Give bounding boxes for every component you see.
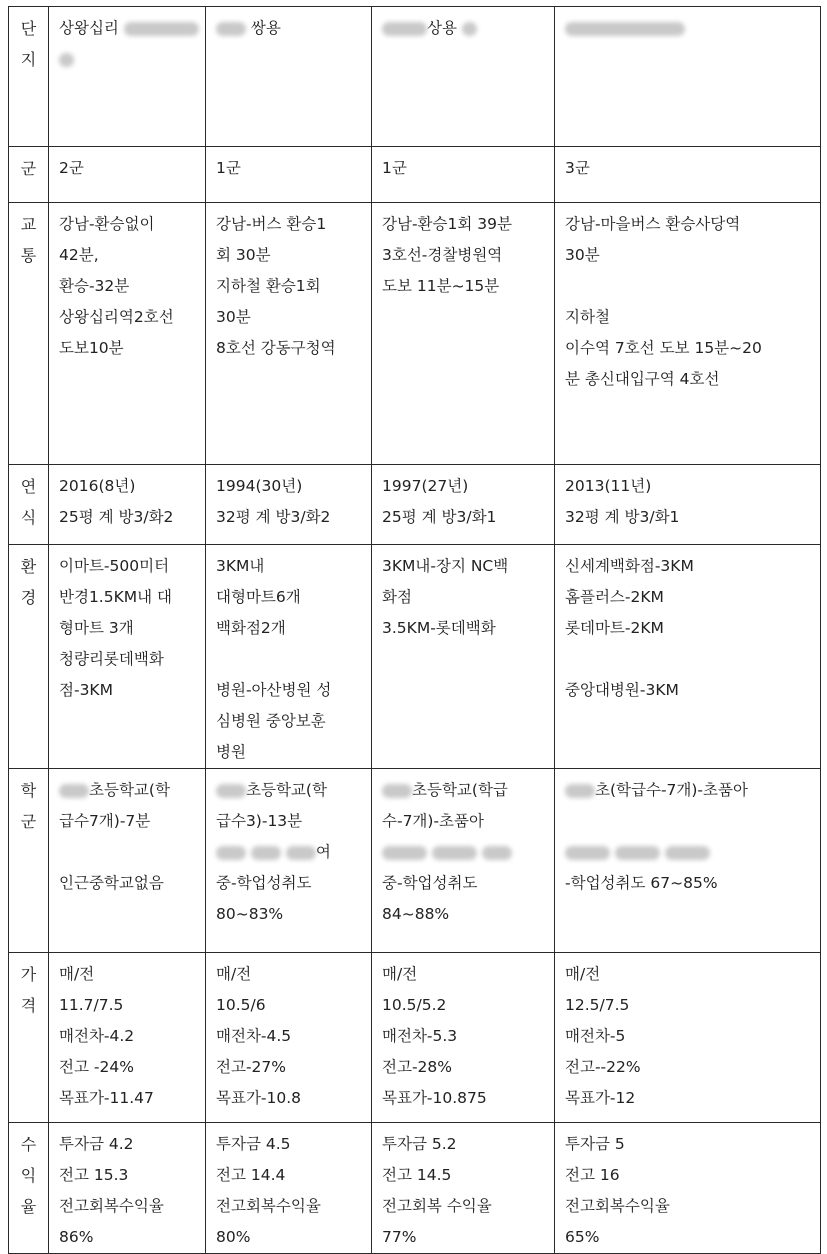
cell-line: 80% [216,1228,251,1246]
row-header-char: 환 [20,557,37,576]
cell-line [382,775,546,806]
table-row-transport [9,203,821,465]
row-header-char: 군 [20,159,37,178]
cell-line: 32평 계 방3/화2 [216,508,331,526]
redacted-text [59,53,74,67]
cell-line: 심병원 중앙보훈 [216,712,326,730]
table-cell-environment-4 [555,545,821,769]
cell-line: 30분 [216,308,251,326]
cell-line: 전고 -24% [59,1058,134,1076]
cell-line: 투자금 5 [565,1135,625,1153]
redacted-text [382,846,427,860]
cell-line: 1군 [382,159,407,177]
cell-line: 1군 [216,159,241,177]
cell-line: 25평 계 방3/화2 [59,508,174,526]
table-cell-school-4 [555,769,821,953]
redacted-text [216,22,246,36]
redacted-text [565,846,610,860]
cell-line: 청량리롯데백화 [59,650,164,668]
cell-line: 홈플러스-2KM [565,588,664,606]
cell-line: 이마트-500미터 [59,557,170,575]
cell-line [216,644,363,675]
cell-line: 전고 16 [565,1166,620,1184]
cell-line [565,837,812,868]
table-cell-school-1 [49,769,206,953]
redacted-text [124,22,199,36]
redacted-text [432,846,477,860]
redacted-text [482,846,512,860]
cell-text: 초등학교(학급 [412,781,508,799]
redacted-text [382,784,412,798]
cell-line: 도보 11분~15분 [382,277,500,295]
cell-line: 강남-환승1회 39분 [382,215,512,233]
cell-line: 32평 계 방3/화1 [565,508,680,526]
cell-line: 롯데마트-2KM [565,619,664,637]
row-header-char: 단 [20,19,37,38]
cell-line: 전고-27% [216,1058,286,1076]
redacted-text [286,846,316,860]
row-header-char: 경 [20,588,37,607]
comparison-table [8,6,821,1254]
cell-line: 투자금 4.2 [59,1135,134,1153]
cell-text: 쌍용 [246,19,281,37]
cell-line: 지하철 환승1회 [216,277,321,295]
table-cell-transport-1 [49,203,206,465]
table-cell-group-3 [372,147,555,203]
cell-line [565,13,812,44]
row-header-char: 수 [20,1135,37,1154]
cell-line: 1994(30년) [216,477,303,495]
cell-line: 2군 [59,159,84,177]
table-cell-group-1 [49,147,206,203]
cell-line: 12.5/7.5 [565,996,630,1014]
cell-line: 매전차-5 [565,1027,626,1045]
cell-text: 여 [315,843,331,861]
cell-line: 30분 [565,246,600,264]
table-cell-environment-3 [372,545,555,769]
cell-line: 86% [59,1228,94,1246]
table-row-age [9,465,821,545]
row-header-char: 가 [20,965,37,984]
cell-line: 목표가-11.47 [59,1089,154,1107]
row-header-char: 교 [20,215,37,234]
cell-line [59,13,197,44]
cell-line [216,837,363,868]
redacted-text [216,846,246,860]
table-cell-return-4 [555,1123,821,1254]
cell-line: 전고 15.3 [59,1166,129,1184]
table-cell-age-3 [372,465,555,545]
redacted-text [665,846,710,860]
table-cell-transport-2 [206,203,372,465]
redacted-text [382,22,427,36]
cell-line: 강남-마을버스 환승사당역 [565,215,741,233]
row-header-complex [9,7,49,147]
cell-line: 투자금 5.2 [382,1135,457,1153]
table-cell-age-4 [555,465,821,545]
cell-line: 2016(8년) [59,477,136,495]
cell-line [565,644,812,675]
cell-line: 매전차-5.3 [382,1027,458,1045]
cell-line: 전고--22% [565,1058,641,1076]
cell-line [382,837,546,868]
cell-line: 전고회복수익율 [565,1197,670,1215]
cell-line [382,13,546,44]
table-cell-complex-4 [555,7,821,147]
cell-line: 42분, [59,246,99,264]
redacted-text [462,22,477,36]
cell-line [216,775,363,806]
cell-line: 2013(11년) [565,477,652,495]
cell-line: 목표가-12 [565,1089,636,1107]
cell-line: 병원 [216,743,246,761]
cell-line: 매/전 [59,965,95,983]
cell-line [59,44,197,75]
cell-line: 투자금 4.5 [216,1135,291,1153]
cell-line: 11.7/7.5 [59,996,124,1014]
cell-text: 초(학급수-7개)-초품아 [595,781,748,799]
cell-line: 10.5/6 [216,996,266,1014]
cell-text: 초등학교(학 [89,781,170,799]
cell-line: 상왕십리역2호선 [59,308,174,326]
cell-line: -학업성취도 67~85% [565,874,718,892]
cell-line: 환승-32분 [59,277,130,295]
row-header-char: 익 [20,1166,37,1185]
cell-line: 중-학업성취도 [382,874,478,892]
table-cell-age-1 [49,465,206,545]
cell-line: 분 총신대입구역 4호선 [565,370,720,388]
cell-line: 도보10분 [59,339,124,357]
cell-line: 반경1.5KM내 대 [59,588,173,606]
cell-line: 3호선-경찰병원역 [382,246,503,264]
cell-line: 매전차-4.2 [59,1027,135,1045]
cell-line [565,271,812,302]
redacted-text [565,22,685,36]
cell-line: 80~83% [216,905,284,923]
cell-line: 화점 [382,588,412,606]
table-cell-school-3 [372,769,555,953]
redacted-text [59,784,89,798]
row-header-price [9,953,49,1123]
cell-line: 백화점2개 [216,619,286,637]
cell-line: 지하철 [565,308,610,326]
table-cell-price-1 [49,953,206,1123]
cell-line: 인근중학교없음 [59,874,164,892]
cell-line: 목표가-10.875 [382,1089,487,1107]
cell-line: 목표가-10.8 [216,1089,302,1107]
row-header-char: 연 [20,477,37,496]
table-cell-return-3 [372,1123,555,1254]
cell-line: 중-학업성취도 [216,874,312,892]
cell-line: 매/전 [565,965,601,983]
row-header-char: 격 [20,996,37,1015]
row-header-char: 통 [20,246,37,265]
redacted-text [565,784,595,798]
cell-line: 급수7개)-7분 [59,812,151,830]
cell-line: 3군 [565,159,590,177]
table-row-group [9,147,821,203]
table-cell-school-2 [206,769,372,953]
table-cell-group-2 [206,147,372,203]
cell-line: 강남-버스 환승1 [216,215,327,233]
table-row-environment [9,545,821,769]
table-cell-return-1 [49,1123,206,1254]
cell-line: 전고 14.4 [216,1166,286,1184]
cell-line: 형마트 3개 [59,619,134,637]
cell-line: 77% [382,1228,417,1246]
cell-line: 84~88% [382,905,450,923]
row-header-return [9,1123,49,1254]
cell-line: 3.5KM-롯데백화 [382,619,496,637]
row-header-group [9,147,49,203]
table-cell-price-3 [372,953,555,1123]
cell-line: 전고 14.5 [382,1166,452,1184]
cell-line [216,13,363,44]
cell-line: 매/전 [382,965,418,983]
cell-line [565,775,812,806]
cell-line: 이수역 7호선 도보 15분~20 [565,339,762,357]
table-cell-return-2 [206,1123,372,1254]
cell-line: 대형마트6개 [216,588,301,606]
table-row-complex [9,7,821,147]
cell-line: 10.5/5.2 [382,996,447,1014]
cell-line: 전고-28% [382,1058,452,1076]
table-cell-complex-1 [49,7,206,147]
cell-line [565,806,812,837]
table-cell-complex-3 [372,7,555,147]
cell-line: 매/전 [216,965,252,983]
row-header-environment [9,545,49,769]
cell-line: 3KM내 [216,557,265,575]
cell-line [59,837,197,868]
row-header-age [9,465,49,545]
redacted-text [251,846,281,860]
row-header-char: 지 [20,50,37,69]
cell-line: 65% [565,1228,600,1246]
cell-line: 강남-환승없이 [59,215,155,233]
cell-line: 전고회복 수익율 [382,1197,492,1215]
row-header-transport [9,203,49,465]
table-cell-transport-4 [555,203,821,465]
cell-line: 전고회복수익율 [59,1197,164,1215]
cell-line: 병원-아산병원 성 [216,681,332,699]
row-header-char: 율 [20,1197,37,1216]
row-header-char: 학 [20,781,37,800]
cell-line: 8호선 강동구청역 [216,339,336,357]
table-cell-age-2 [206,465,372,545]
cell-text: 초등학교(학 [246,781,327,799]
cell-line: 3KM내-장지 NC백 [382,557,509,575]
table-cell-complex-2 [206,7,372,147]
cell-line: 점-3KM [59,681,113,699]
cell-line: 매전차-4.5 [216,1027,292,1045]
table-row-price [9,953,821,1123]
cell-text: 상용 [427,19,462,37]
table-cell-price-2 [206,953,372,1123]
cell-line [59,775,197,806]
cell-line: 전고회복수익율 [216,1197,321,1215]
cell-line: 1997(27년) [382,477,469,495]
cell-line: 중앙대병원-3KM [565,681,679,699]
table-cell-price-4 [555,953,821,1123]
cell-line: 25평 계 방3/화1 [382,508,497,526]
table-cell-environment-2 [206,545,372,769]
table-cell-group-4 [555,147,821,203]
table-row-school [9,769,821,953]
table-row-return [9,1123,821,1254]
cell-line: 수-7개)-초품아 [382,812,484,830]
table-cell-transport-3 [372,203,555,465]
redacted-text [216,784,246,798]
row-header-school [9,769,49,953]
table-cell-environment-1 [49,545,206,769]
cell-line: 급수3)-13분 [216,812,303,830]
row-header-char: 식 [20,508,37,527]
cell-line: 회 30분 [216,246,271,264]
cell-line: 신세계백화점-3KM [565,557,694,575]
table-body [9,7,821,1254]
cell-text: 상왕십리 [59,19,124,37]
row-header-char: 군 [20,812,37,831]
redacted-text [615,846,660,860]
